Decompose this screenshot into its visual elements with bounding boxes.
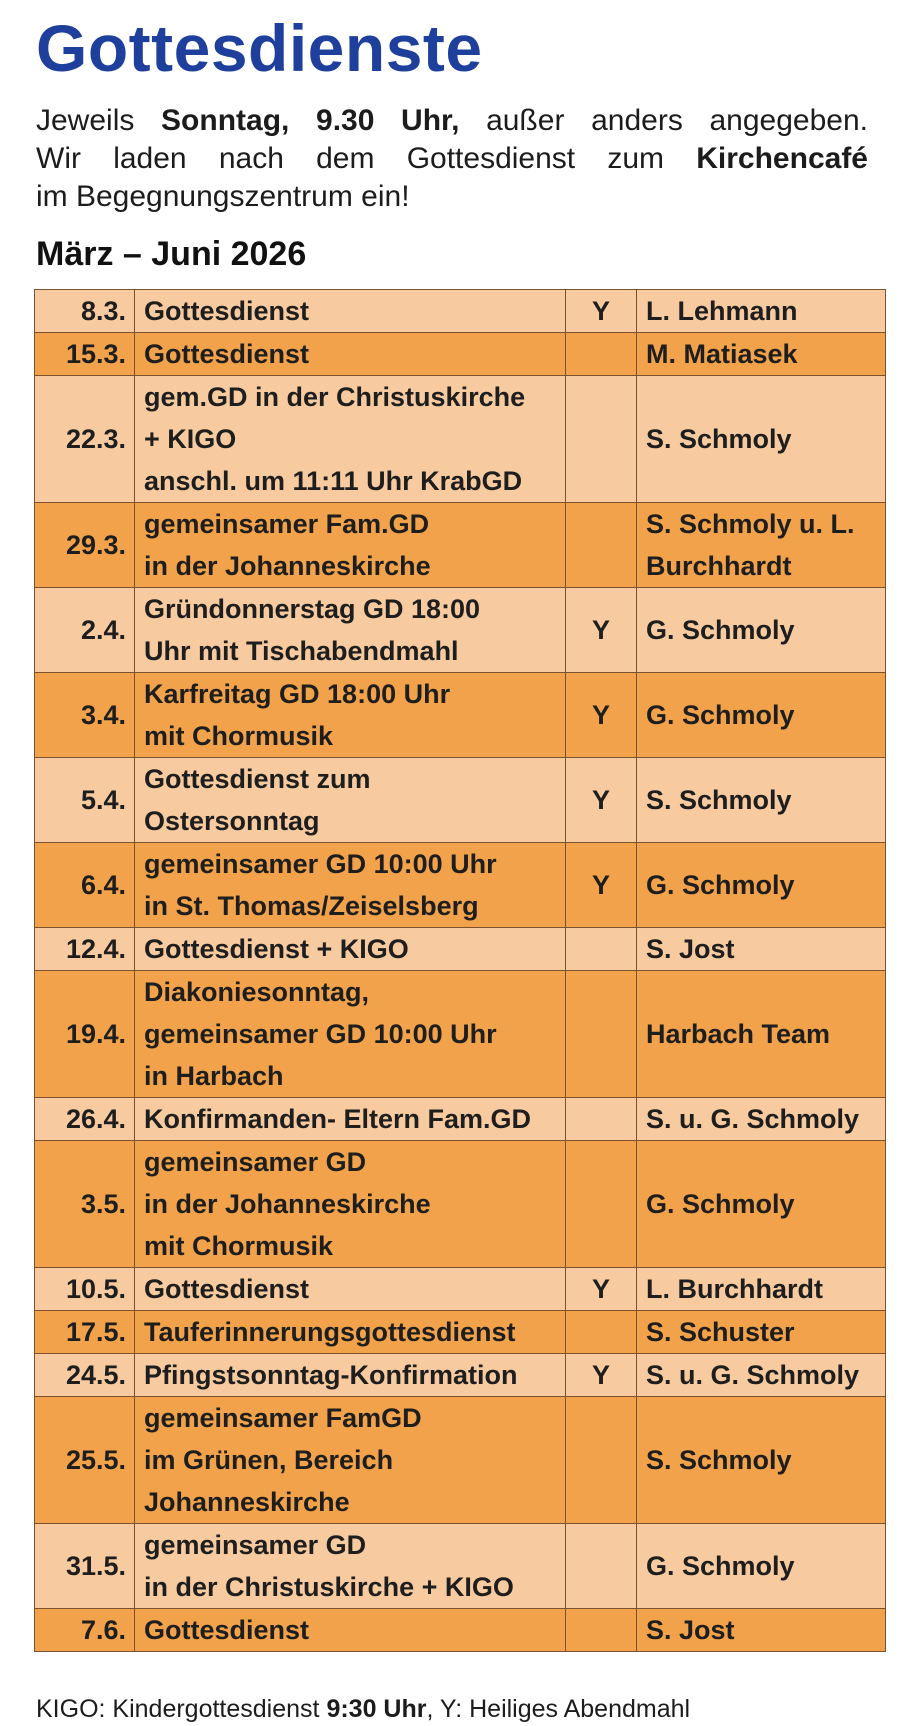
row-description-line: anschl. um 11:11 Uhr KrabGD <box>144 466 523 496</box>
row-description <box>135 1609 566 1652</box>
row-description-line: Gottesdienst <box>144 296 310 326</box>
table-row <box>35 1268 886 1311</box>
row-description-line: gem.GD in der Christuskirche <box>144 382 526 412</box>
table-row <box>35 758 886 843</box>
footer-legend <box>36 1692 690 1726</box>
row-date: 6.4. <box>35 843 135 928</box>
row-date: 7.6. <box>35 1609 135 1652</box>
row-officiant-line: S. Schmoly u. L. <box>646 509 855 539</box>
row-description <box>135 971 566 1098</box>
row-description-line: Konfirmanden- Eltern Fam.GD <box>144 1104 532 1134</box>
intro-line-2 <box>36 140 868 178</box>
row-officiant-line: M. Matiasek <box>646 339 798 369</box>
row-description <box>135 758 566 843</box>
table-row <box>35 928 886 971</box>
schedule-body <box>35 290 886 1652</box>
row-description-line: gemeinsamer GD 10:00 Uhr <box>144 849 497 879</box>
table-row <box>35 843 886 928</box>
row-communion-mark: Y <box>566 1354 637 1397</box>
row-officiant-line: L. Burchhardt <box>646 1274 824 1304</box>
row-date: 2.4. <box>35 588 135 673</box>
row-officiant <box>637 333 886 376</box>
table-row <box>35 1311 886 1354</box>
row-communion-mark: Y <box>566 758 637 843</box>
row-officiant-line: G. Schmoly <box>646 1551 795 1581</box>
row-date: 10.5. <box>35 1268 135 1311</box>
row-description-line: gemeinsamer FamGD <box>144 1403 422 1433</box>
row-date: 19.4. <box>35 971 135 1098</box>
table-row <box>35 1098 886 1141</box>
table-row <box>35 503 886 588</box>
intro-line-1 <box>36 102 868 140</box>
row-officiant-line: G. Schmoly <box>646 700 795 730</box>
footer-text-a: KIGO: Kindergottesdienst <box>36 1695 327 1723</box>
row-officiant <box>637 1354 886 1397</box>
row-date: 17.5. <box>35 1311 135 1354</box>
row-description <box>135 1524 566 1609</box>
row-officiant-line: Harbach Team <box>646 1019 831 1049</box>
row-officiant <box>637 588 886 673</box>
row-description-line: mit Chormusik <box>144 1231 334 1261</box>
row-date: 15.3. <box>35 333 135 376</box>
row-communion-mark: Y <box>566 673 637 758</box>
row-description-line: in Harbach <box>144 1061 284 1091</box>
row-description-line: gemeinsamer GD <box>144 1530 367 1560</box>
row-description <box>135 843 566 928</box>
row-officiant-line: S. Schuster <box>646 1317 795 1347</box>
row-communion-mark <box>566 376 637 503</box>
row-description-line: Uhr mit Tischabendmahl <box>144 636 459 666</box>
row-description-line: mit Chormusik <box>144 721 334 751</box>
table-row <box>35 1141 886 1268</box>
row-description <box>135 588 566 673</box>
schedule-table <box>34 289 886 1652</box>
row-description-line: Gottesdienst <box>144 1274 310 1304</box>
table-row <box>35 1609 886 1652</box>
row-description-line: Karfreitag GD 18:00 Uhr <box>144 679 451 709</box>
row-officiant <box>637 1609 886 1652</box>
row-date: 26.4. <box>35 1098 135 1141</box>
row-communion-mark <box>566 1141 637 1268</box>
row-description-line: Pfingstsonntag-Konfirmation <box>144 1360 518 1390</box>
table-row <box>35 1397 886 1524</box>
intro-text <box>36 102 868 216</box>
row-description <box>135 503 566 588</box>
row-date: 12.4. <box>35 928 135 971</box>
row-description-line: im Grünen, Bereich <box>144 1445 394 1475</box>
row-officiant-line: S. Schmoly <box>646 424 792 454</box>
row-date: 5.4. <box>35 758 135 843</box>
row-officiant-line: S. Schmoly <box>646 1445 792 1475</box>
intro-text-1b: Sonntag, 9.30 Uhr, <box>161 104 460 137</box>
row-description-line: gemeinsamer Fam.GD <box>144 509 430 539</box>
row-officiant-line: L. Lehmann <box>646 296 798 326</box>
row-officiant <box>637 843 886 928</box>
row-communion-mark <box>566 1098 637 1141</box>
row-description <box>135 290 566 333</box>
row-description-line: Gottesdienst + KIGO <box>144 934 409 964</box>
intro-text-1a: Jeweils <box>36 104 162 137</box>
row-description-line: gemeinsamer GD 10:00 Uhr <box>144 1019 497 1049</box>
row-description-line: in der Johanneskirche <box>144 1189 431 1219</box>
row-communion-mark <box>566 1609 637 1652</box>
table-row <box>35 971 886 1098</box>
row-officiant-line: G. Schmoly <box>646 870 795 900</box>
row-description <box>135 673 566 758</box>
row-description <box>135 928 566 971</box>
intro-text-1c: außer anders angegeben. <box>459 104 868 137</box>
page-title: Gottesdienste <box>36 11 483 85</box>
row-officiant <box>637 1311 886 1354</box>
row-description <box>135 376 566 503</box>
row-communion-mark <box>566 928 637 971</box>
row-description-line: in der Christuskirche + KIGO <box>144 1572 514 1602</box>
table-row <box>35 290 886 333</box>
row-description-line: Ostersonntag <box>144 806 320 836</box>
row-officiant-line: Burchhardt <box>646 551 792 581</box>
row-communion-mark <box>566 333 637 376</box>
row-officiant-line: S. u. G. Schmoly <box>646 1104 860 1134</box>
row-description <box>135 1354 566 1397</box>
row-description <box>135 1268 566 1311</box>
row-officiant-line: S. Jost <box>646 934 735 964</box>
row-communion-mark: Y <box>566 843 637 928</box>
table-row <box>35 588 886 673</box>
row-date: 22.3. <box>35 376 135 503</box>
row-officiant-line: G. Schmoly <box>646 1189 795 1219</box>
intro-text-2b: Kirchencafé <box>696 142 868 175</box>
row-officiant <box>637 376 886 503</box>
row-description <box>135 1098 566 1141</box>
row-officiant-line: S. Jost <box>646 1615 735 1645</box>
row-communion-mark <box>566 1524 637 1609</box>
table-row <box>35 1524 886 1609</box>
row-officiant <box>637 1524 886 1609</box>
row-communion-mark <box>566 1397 637 1524</box>
row-description <box>135 1141 566 1268</box>
row-date: 8.3. <box>35 290 135 333</box>
row-date: 25.5. <box>35 1397 135 1524</box>
intro-line-3: im Begegnungszentrum ein! <box>36 180 410 213</box>
row-officiant <box>637 1268 886 1311</box>
row-date: 3.4. <box>35 673 135 758</box>
row-description-line: gemeinsamer GD <box>144 1147 367 1177</box>
row-officiant <box>637 1397 886 1524</box>
row-description-line: Gottesdienst zum <box>144 764 371 794</box>
table-row <box>35 376 886 503</box>
row-officiant <box>637 503 886 588</box>
row-description-line: Gottesdienst <box>144 339 310 369</box>
row-communion-mark <box>566 1311 637 1354</box>
row-communion-mark <box>566 503 637 588</box>
row-description <box>135 1397 566 1524</box>
row-date: 24.5. <box>35 1354 135 1397</box>
row-officiant <box>637 290 886 333</box>
table-row <box>35 673 886 758</box>
row-description-line: in St. Thomas/Zeiselsberg <box>144 891 479 921</box>
row-description <box>135 1311 566 1354</box>
row-communion-mark: Y <box>566 290 637 333</box>
row-date: 29.3. <box>35 503 135 588</box>
row-description-line: Gottesdienst <box>144 1615 310 1645</box>
row-officiant <box>637 1098 886 1141</box>
row-description-line: + KIGO <box>144 424 237 454</box>
intro-text-2a: Wir laden nach dem Gottesdienst zum <box>36 142 697 175</box>
footer-text-b: 9:30 Uhr <box>326 1695 427 1723</box>
row-officiant <box>637 1141 886 1268</box>
row-communion-mark: Y <box>566 1268 637 1311</box>
table-row <box>35 333 886 376</box>
row-officiant <box>637 928 886 971</box>
row-officiant-line: S. u. G. Schmoly <box>646 1360 860 1390</box>
row-description-line: Diakoniesonntag, <box>144 977 370 1007</box>
table-row <box>35 1354 886 1397</box>
row-officiant <box>637 758 886 843</box>
row-description-line: in der Johanneskirche <box>144 551 431 581</box>
row-description <box>135 333 566 376</box>
row-description-line: Gründonnerstag GD 18:00 <box>144 594 481 624</box>
row-communion-mark: Y <box>566 588 637 673</box>
row-officiant <box>637 971 886 1098</box>
footer-text-c: , Y: Heiliges Abendmahl <box>426 1695 691 1723</box>
row-date: 3.5. <box>35 1141 135 1268</box>
row-date: 31.5. <box>35 1524 135 1609</box>
row-communion-mark <box>566 971 637 1098</box>
row-officiant-line: S. Schmoly <box>646 785 792 815</box>
row-officiant-line: G. Schmoly <box>646 615 795 645</box>
row-officiant <box>637 673 886 758</box>
row-description-line: Johanneskirche <box>144 1487 350 1517</box>
row-description-line: Tauferinnerungsgottesdienst <box>144 1317 516 1347</box>
period-heading: März – Juni 2026 <box>36 235 307 273</box>
